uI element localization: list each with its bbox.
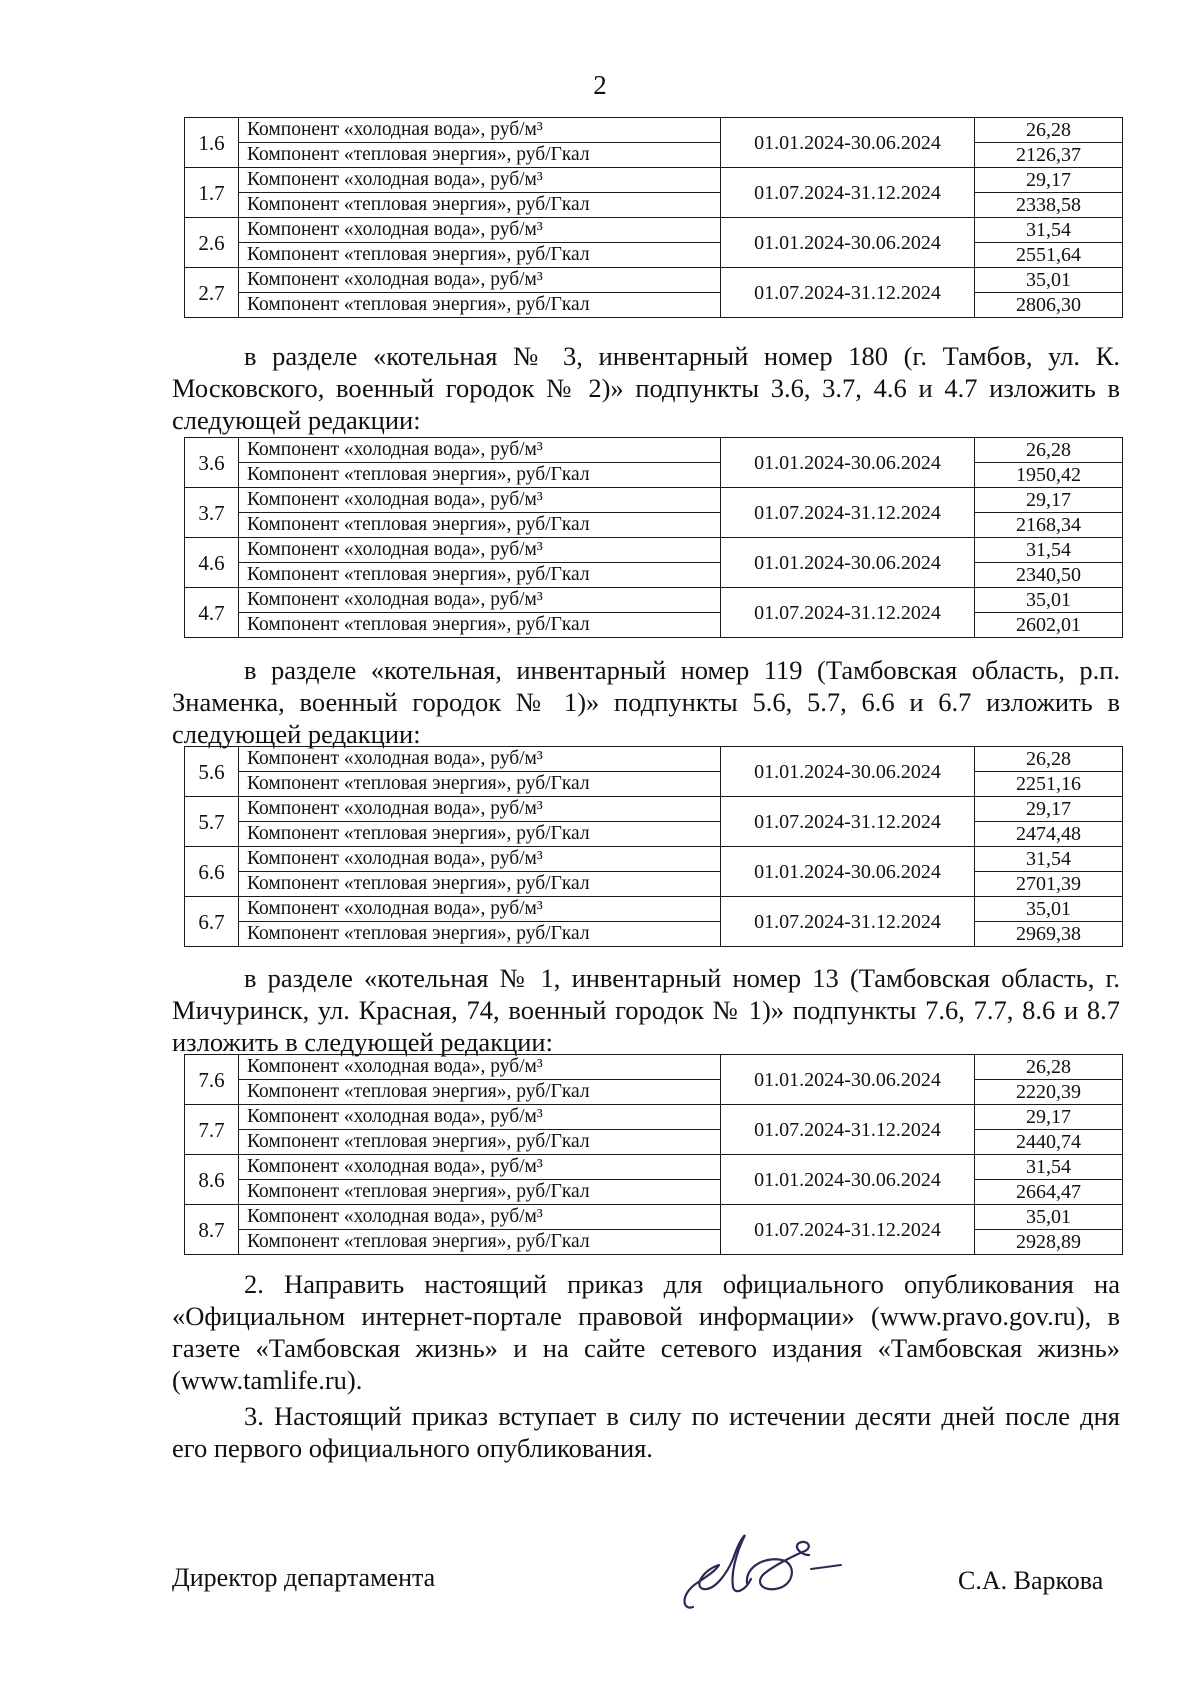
cold-water-value: 26,28: [975, 438, 1123, 463]
subitem-number: 4.7: [185, 588, 239, 638]
heat-energy-value: 2440,74: [975, 1130, 1123, 1155]
cold-water-value: 35,01: [975, 897, 1123, 922]
table-row: [185, 897, 1123, 922]
subitem-number: 5.7: [185, 797, 239, 847]
table-row: [185, 1105, 1123, 1130]
heat-energy-label: Компонент «тепловая энергия», руб/Гкал: [239, 563, 721, 588]
subitem-number: 1.6: [185, 118, 239, 168]
heat-energy-value: 2928,89: [975, 1230, 1123, 1255]
heat-energy-value: 2338,58: [975, 193, 1123, 218]
table-row: [185, 1130, 1123, 1155]
cold-water-label: Компонент «холодная вода», руб/м³: [239, 488, 721, 513]
cold-water-label: Компонент «холодная вода», руб/м³: [239, 897, 721, 922]
table-row: [185, 463, 1123, 488]
table-row: [185, 563, 1123, 588]
table-row: [185, 118, 1123, 143]
page-number: 2: [593, 70, 607, 100]
cold-water-value: 26,28: [975, 118, 1123, 143]
table-row: [185, 847, 1123, 872]
table-row: [185, 822, 1123, 847]
section-boiler-3-text: в разделе «котельная № 3, инвентарный номер 180 (г. Тамбов, ул. К. Московского, военный городок № 2)» подпункты 3.6, 3.7, 4.6 и 4.7 изложить в следующей редакции:: [172, 341, 1120, 435]
cold-water-value: 31,54: [975, 1155, 1123, 1180]
table-row: [185, 1080, 1123, 1105]
period-cell: 01.01.2024-30.06.2024: [721, 538, 975, 588]
heat-energy-label: Компонент «тепловая энергия», руб/Гкал: [239, 513, 721, 538]
heat-energy-value: 2126,37: [975, 143, 1123, 168]
cold-water-label: Компонент «холодная вода», руб/м³: [239, 118, 721, 143]
cold-water-value: 35,01: [975, 588, 1123, 613]
table-row: [185, 438, 1123, 463]
table-row: [185, 772, 1123, 797]
subitem-number: 5.6: [185, 747, 239, 797]
heat-energy-value: 2602,01: [975, 613, 1123, 638]
item-2-publication: 2. Направить настоящий приказ для официального опубликования на «Официальном интернет-портале правовой информации» (www.pravo.gov.ru), в газете «Тамбовская жизнь» и на сайте сетевого издания «Тамбовская жизнь» (www.tamlife.ru).: [172, 1269, 1120, 1395]
cold-water-label: Компонент «холодная вода», руб/м³: [239, 588, 721, 613]
table-row: [185, 218, 1123, 243]
tariff-table-2: [184, 437, 1123, 638]
cold-water-label: Компонент «холодная вода», руб/м³: [239, 1205, 721, 1230]
subitem-number: 6.6: [185, 847, 239, 897]
heat-energy-label: Компонент «тепловая энергия», руб/Гкал: [239, 1230, 721, 1255]
table-row: [185, 872, 1123, 897]
cold-water-value: 31,54: [975, 218, 1123, 243]
heat-energy-value: 2168,34: [975, 513, 1123, 538]
table-row: [185, 513, 1123, 538]
table-row: [185, 1055, 1123, 1080]
table-row: [185, 193, 1123, 218]
period-cell: 01.07.2024-31.12.2024: [721, 1205, 975, 1255]
cold-water-value: 35,01: [975, 268, 1123, 293]
subitem-number: 4.6: [185, 538, 239, 588]
table-row: [185, 613, 1123, 638]
table-row: [185, 488, 1123, 513]
heat-energy-label: Компонент «тепловая энергия», руб/Гкал: [239, 1080, 721, 1105]
subitem-number: 3.7: [185, 488, 239, 538]
cold-water-label: Компонент «холодная вода», руб/м³: [239, 168, 721, 193]
cold-water-label: Компонент «холодная вода», руб/м³: [239, 847, 721, 872]
table-row: [185, 143, 1123, 168]
heat-energy-label: Компонент «тепловая энергия», руб/Гкал: [239, 1180, 721, 1205]
heat-energy-label: Компонент «тепловая энергия», руб/Гкал: [239, 143, 721, 168]
table-row: [185, 293, 1123, 318]
period-cell: 01.07.2024-31.12.2024: [721, 168, 975, 218]
signatory-name: С.А. Варкова: [958, 1566, 1104, 1595]
cold-water-value: 29,17: [975, 1105, 1123, 1130]
period-cell: 01.07.2024-31.12.2024: [721, 268, 975, 318]
heat-energy-value: 2664,47: [975, 1180, 1123, 1205]
period-cell: 01.07.2024-31.12.2024: [721, 488, 975, 538]
cold-water-value: 29,17: [975, 797, 1123, 822]
period-cell: 01.01.2024-30.06.2024: [721, 747, 975, 797]
heat-energy-value: 2220,39: [975, 1080, 1123, 1105]
cold-water-label: Компонент «холодная вода», руб/м³: [239, 1105, 721, 1130]
heat-energy-label: Компонент «тепловая энергия», руб/Гкал: [239, 293, 721, 318]
table-row: [185, 1180, 1123, 1205]
cold-water-value: 29,17: [975, 488, 1123, 513]
table-row: [185, 588, 1123, 613]
table-row: [185, 1155, 1123, 1180]
period-cell: 01.01.2024-30.06.2024: [721, 1055, 975, 1105]
heat-energy-label: Компонент «тепловая энергия», руб/Гкал: [239, 243, 721, 268]
table-row: [185, 922, 1123, 947]
subitem-number: 6.7: [185, 897, 239, 947]
period-cell: 01.01.2024-30.06.2024: [721, 218, 975, 268]
cold-water-value: 26,28: [975, 747, 1123, 772]
cold-water-value: 29,17: [975, 168, 1123, 193]
heat-energy-label: Компонент «тепловая энергия», руб/Гкал: [239, 1130, 721, 1155]
heat-energy-value: 2551,64: [975, 243, 1123, 268]
heat-energy-value: 2701,39: [975, 872, 1123, 897]
section-boiler-1-text: в разделе «котельная № 1, инвентарный номер 13 (Тамбовская область, г. Мичуринск, ул. Красная, 74, военный городок № 1)» подпункты 7.6, 7.7, 8.6 и 8.7 изложить в следующей редакции:: [172, 963, 1120, 1057]
cold-water-label: Компонент «холодная вода», руб/м³: [239, 747, 721, 772]
period-cell: 01.07.2024-31.12.2024: [721, 897, 975, 947]
period-cell: 01.01.2024-30.06.2024: [721, 847, 975, 897]
table-row: [185, 268, 1123, 293]
table-row: [185, 797, 1123, 822]
heat-energy-value: 2340,50: [975, 563, 1123, 588]
tariff-table-4: [184, 1054, 1123, 1255]
table-row: [185, 168, 1123, 193]
table-row: [185, 243, 1123, 268]
signatory-title: Директор департамента: [172, 1563, 436, 1592]
table-row: [185, 747, 1123, 772]
period-cell: 01.07.2024-31.12.2024: [721, 1105, 975, 1155]
heat-energy-label: Компонент «тепловая энергия», руб/Гкал: [239, 613, 721, 638]
tariff-table-3: [184, 746, 1123, 947]
subitem-number: 2.6: [185, 218, 239, 268]
period-cell: 01.01.2024-30.06.2024: [721, 1155, 975, 1205]
heat-energy-value: 2251,16: [975, 772, 1123, 797]
period-cell: 01.07.2024-31.12.2024: [721, 797, 975, 847]
period-cell: 01.07.2024-31.12.2024: [721, 588, 975, 638]
heat-energy-value: 1950,42: [975, 463, 1123, 488]
table-row: [185, 1205, 1123, 1230]
subitem-number: 7.6: [185, 1055, 239, 1105]
heat-energy-label: Компонент «тепловая энергия», руб/Гкал: [239, 463, 721, 488]
heat-energy-label: Компонент «тепловая энергия», руб/Гкал: [239, 872, 721, 897]
cold-water-value: 31,54: [975, 538, 1123, 563]
heat-energy-value: 2806,30: [975, 293, 1123, 318]
heat-energy-value: 2474,48: [975, 822, 1123, 847]
heat-energy-label: Компонент «тепловая энергия», руб/Гкал: [239, 822, 721, 847]
handwritten-signature-icon: [675, 1525, 865, 1620]
period-cell: 01.01.2024-30.06.2024: [721, 118, 975, 168]
subitem-number: 8.7: [185, 1205, 239, 1255]
cold-water-label: Компонент «холодная вода», руб/м³: [239, 538, 721, 563]
cold-water-label: Компонент «холодная вода», руб/м³: [239, 1155, 721, 1180]
cold-water-label: Компонент «холодная вода», руб/м³: [239, 1055, 721, 1080]
cold-water-value: 31,54: [975, 847, 1123, 872]
cold-water-label: Компонент «холодная вода», руб/м³: [239, 268, 721, 293]
table-row: [185, 538, 1123, 563]
cold-water-label: Компонент «холодная вода», руб/м³: [239, 218, 721, 243]
subitem-number: 3.6: [185, 438, 239, 488]
period-cell: 01.01.2024-30.06.2024: [721, 438, 975, 488]
item-3-effective: 3. Настоящий приказ вступает в силу по истечении десяти дней после дня его первого официального опубликования.: [172, 1401, 1120, 1463]
table-row: [185, 1230, 1123, 1255]
tariff-table-1: [184, 117, 1123, 318]
section-boiler-119-text: в разделе «котельная, инвентарный номер 119 (Тамбовская область, р.п. Знаменка, военный городок № 1)» подпункты 5.6, 5.7, 6.6 и 6.7 изложить в следующей редакции:: [172, 655, 1120, 749]
cold-water-label: Компонент «холодная вода», руб/м³: [239, 438, 721, 463]
cold-water-value: 35,01: [975, 1205, 1123, 1230]
subitem-number: 2.7: [185, 268, 239, 318]
cold-water-value: 26,28: [975, 1055, 1123, 1080]
cold-water-label: Компонент «холодная вода», руб/м³: [239, 797, 721, 822]
heat-energy-label: Компонент «тепловая энергия», руб/Гкал: [239, 772, 721, 797]
subitem-number: 8.6: [185, 1155, 239, 1205]
subitem-number: 7.7: [185, 1105, 239, 1155]
heat-energy-value: 2969,38: [975, 922, 1123, 947]
heat-energy-label: Компонент «тепловая энергия», руб/Гкал: [239, 922, 721, 947]
heat-energy-label: Компонент «тепловая энергия», руб/Гкал: [239, 193, 721, 218]
subitem-number: 1.7: [185, 168, 239, 218]
